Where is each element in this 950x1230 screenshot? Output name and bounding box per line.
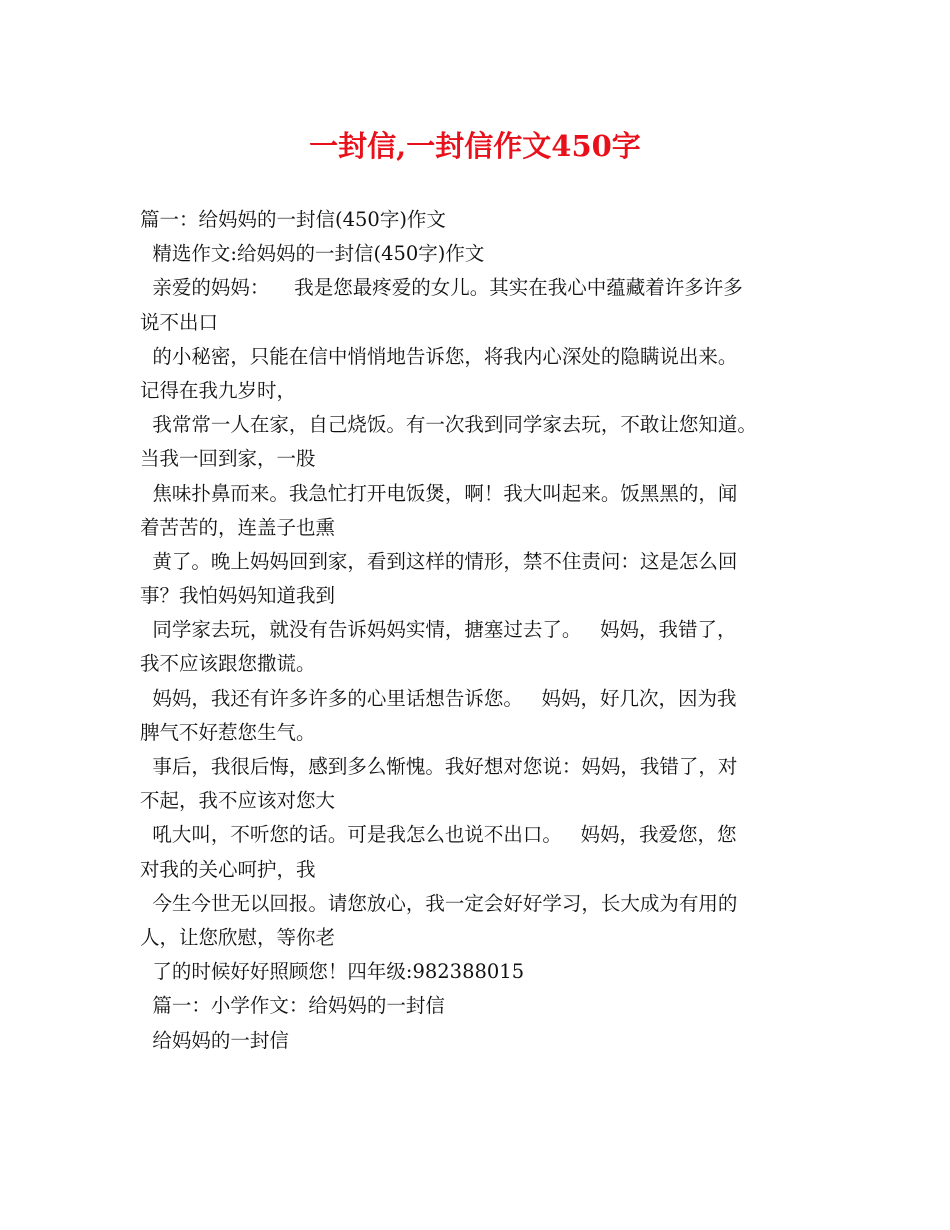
document-title: 一封信,一封信作文450字	[309, 129, 641, 163]
body-line: 脾气不好惹您生气。	[140, 720, 316, 744]
body-line: 妈妈，我还有许多许多的心里话想告诉您。 妈妈，好几次，因为我	[140, 686, 737, 710]
body-line: 给妈妈的一封信	[140, 1028, 289, 1052]
body-line: 记得在我九岁时，	[140, 378, 297, 402]
body-line: 了的时候好好照顾您！四年级:982388015	[140, 960, 525, 984]
body-line: 同学家去玩，就没有告诉妈妈实情，搪塞过去了。 妈妈，我错了，	[140, 618, 737, 642]
body-line: 黄了。晚上妈妈回到家，看到这样的情形，禁不住责问：这是怎么回	[140, 549, 738, 573]
body-line: 说不出口	[140, 310, 219, 334]
body-line: 人，让您欣慰，等你老	[140, 925, 336, 949]
document-body	[140, 203, 820, 1058]
body-line: 篇一：小学作文：给妈妈的一封信	[140, 994, 445, 1018]
body-line: 对我的关心呵护，我	[140, 857, 316, 881]
body-line: 不起，我不应该对您大	[140, 789, 336, 813]
body-line: 我常常一人在家，自己烧饭。有一次我到同学家去玩，不敢让您知道。	[140, 413, 757, 437]
body-line: 亲爱的妈妈： 我是您最疼爱的女儿。其实在我心中蕴藏着许多许多	[140, 276, 743, 300]
body-line: 焦味扑鼻而来。我急忙打开电饭煲，啊！我大叫起来。饭黑黑的，闻	[140, 481, 738, 505]
body-line: 精选作文:给妈妈的一封信(450字)作文	[140, 242, 485, 266]
body-line: 的小秘密，只能在信中悄悄地告诉您，将我内心深处的隐瞒说出来。	[140, 344, 738, 368]
body-line: 着苦苦的，连盖子也熏	[140, 515, 336, 539]
body-line: 事？我怕妈妈知道我到	[140, 584, 336, 608]
body-line: 当我一回到家，一股	[140, 447, 316, 471]
body-line: 事后，我很后悔，感到多么惭愧。我好想对您说：妈妈，我错了，对	[140, 755, 738, 778]
body-line: 今生今世无以回报。请您放心，我一定会好好学习，长大成为有用的	[140, 891, 738, 915]
body-line: 吼大叫，不听您的话。可是我怎么也说不出口。 妈妈，我爱您，您	[140, 823, 737, 847]
body-line: 我不应该跟您撒谎。	[140, 652, 316, 676]
body-line: 篇一：给妈妈的一封信(450字)作文	[140, 208, 446, 231]
